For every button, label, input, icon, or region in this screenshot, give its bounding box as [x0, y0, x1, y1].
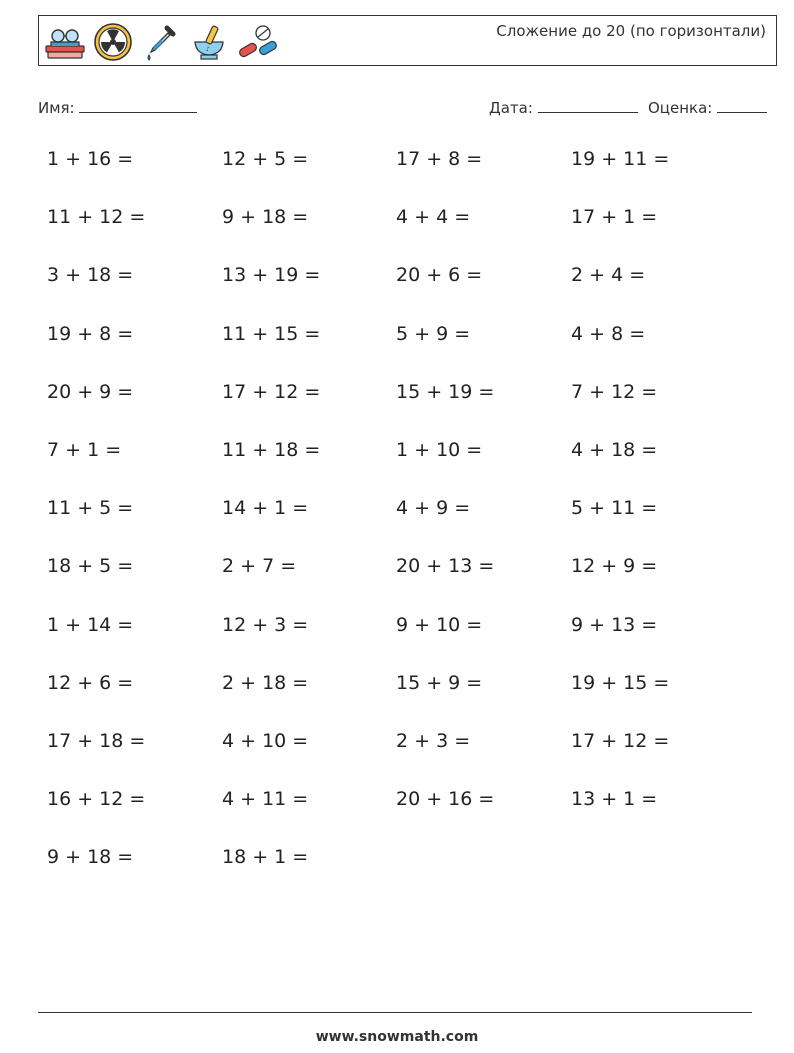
- problem-item: 3 + 18 =: [47, 264, 134, 287]
- problem-item: 13 + 19 =: [222, 264, 321, 287]
- problem-item: 14 + 1 =: [222, 497, 309, 520]
- problem-item: 20 + 6 =: [396, 264, 483, 287]
- dropper-icon: [139, 22, 183, 62]
- problem-item: 11 + 5 =: [47, 497, 134, 520]
- problem-item: 5 + 9 =: [396, 322, 471, 345]
- problem-item: 4 + 11 =: [222, 788, 309, 811]
- problem-item: 7 + 1 =: [47, 439, 122, 461]
- problem-item: 12 + 6 =: [47, 671, 134, 694]
- problem-item: 4 + 10 =: [222, 730, 309, 752]
- problem-item: 19 + 8 =: [47, 322, 134, 345]
- problem-item: 11 + 18 =: [222, 439, 321, 461]
- problem-item: 15 + 9 =: [396, 671, 483, 694]
- problem-item: 9 + 13 =: [571, 613, 658, 636]
- problem-item: 2 + 7 =: [222, 555, 297, 578]
- problem-item: 19 + 15 =: [571, 671, 670, 694]
- worksheet-header: [38, 15, 777, 66]
- books-goggles-icon: [43, 22, 87, 62]
- problem-item: 16 + 12 =: [47, 788, 146, 811]
- name-field: [38, 96, 197, 117]
- problem-item: 9 + 10 =: [396, 613, 483, 636]
- problem-item: 13 + 1 =: [571, 788, 658, 811]
- footer-site: www.snowmath.com: [315, 1029, 479, 1045]
- date-line[interactable]: [538, 96, 638, 113]
- date-label: Дата:: [489, 99, 533, 117]
- name-label: Имя:: [38, 99, 75, 117]
- date-field: [489, 96, 638, 117]
- problem-item: 17 + 12 =: [222, 380, 321, 403]
- problem-item: 18 + 5 =: [47, 555, 134, 578]
- score-line[interactable]: [717, 96, 767, 113]
- problem-item: 1 + 10 =: [396, 439, 483, 461]
- problem-item: 17 + 18 =: [47, 730, 146, 752]
- problem-item: 12 + 5 =: [222, 148, 309, 170]
- problem-item: 19 + 11 =: [571, 148, 670, 170]
- name-line[interactable]: [79, 96, 197, 113]
- problem-item: 1 + 16 =: [47, 148, 134, 170]
- problem-item: 11 + 15 =: [222, 322, 321, 345]
- mortar-pestle-icon: [187, 22, 231, 62]
- problem-item: 11 + 12 =: [47, 206, 146, 229]
- problem-item: 2 + 3 =: [396, 730, 471, 752]
- problem-item: 9 + 18 =: [47, 846, 134, 869]
- footer-divider: [38, 1012, 752, 1013]
- problem-item: 17 + 8 =: [396, 148, 483, 170]
- problem-item: 1 + 14 =: [47, 613, 134, 636]
- problem-item: 20 + 9 =: [47, 380, 134, 403]
- problem-item: 5 + 11 =: [571, 497, 658, 520]
- problem-item: 4 + 9 =: [396, 497, 471, 520]
- problem-item: 20 + 16 =: [396, 788, 495, 811]
- problem-item: 12 + 3 =: [222, 613, 309, 636]
- problem-item: 18 + 1 =: [222, 846, 309, 869]
- score-label: Оценка:: [648, 99, 713, 117]
- problem-item: 17 + 1 =: [571, 206, 658, 229]
- problem-item: 17 + 12 =: [571, 730, 670, 752]
- radiation-icon: [91, 22, 135, 62]
- problem-item: 15 + 19 =: [396, 380, 495, 403]
- problem-item: 12 + 9 =: [571, 555, 658, 578]
- score-field: [648, 96, 767, 117]
- problem-item: 2 + 18 =: [222, 671, 309, 694]
- problem-item: 4 + 18 =: [571, 439, 658, 461]
- problem-item: 20 + 13 =: [396, 555, 495, 578]
- problem-item: 7 + 12 =: [571, 380, 658, 403]
- problem-item: 2 + 4 =: [571, 264, 646, 287]
- problem-item: 4 + 8 =: [571, 322, 646, 345]
- header-icons: [43, 21, 279, 63]
- worksheet-title: Сложение до 20 (по горизонтали): [496, 22, 766, 40]
- svg-text:♪: ♪: [206, 46, 210, 53]
- problem-item: 9 + 18 =: [222, 206, 309, 229]
- problem-item: 4 + 4 =: [396, 206, 471, 229]
- pills-icon: [235, 22, 279, 62]
